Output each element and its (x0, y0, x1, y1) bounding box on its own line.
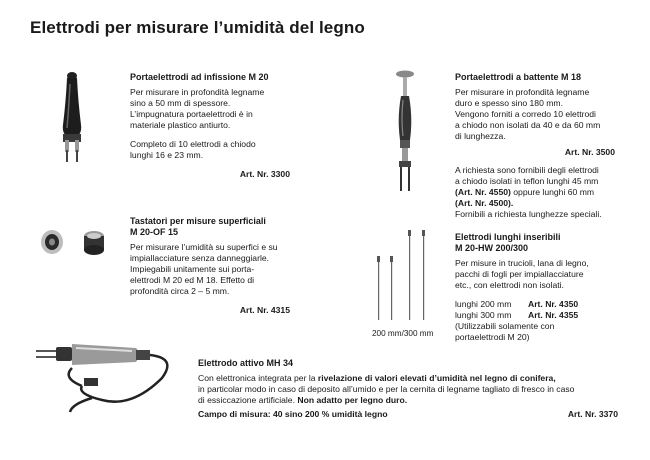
m20-art-number: Art. Nr. 3300 (239, 169, 290, 179)
of15-heading-line: M 20-OF 15 (130, 227, 179, 237)
hw-section (455, 232, 620, 343)
m20-text-line: L’impugnatura portaelettrodi è in (130, 109, 253, 119)
m18-text-line: Fornibili a richiesta lunghezze speciali. (455, 209, 602, 219)
hw-long-electrodes-image (372, 226, 432, 326)
mh34-text-emphasis: rivelazione di valori elevati d’umidità nel legno di conifera, (317, 373, 556, 383)
hw-text-line: etc., con elettrodi non isolati. (455, 280, 564, 290)
m20-text-line: materiale plastico antiurto. (130, 120, 231, 130)
hw-note-line: (Utilizzabili solamente con (455, 321, 555, 331)
m20-heading: Portaelettrodi ad infissione M 20 (130, 72, 269, 82)
of15-surface-probes-image (38, 222, 118, 262)
m18-text-line: a chiodo isolati in teflon lunghi 45 mm (455, 176, 599, 186)
of15-heading-line: Tastatori per misure superficiali (130, 216, 266, 226)
m18-heading: Portaelettrodi a battente M 18 (455, 72, 582, 82)
m18-text-fragment: oppure lunghi 60 mm (510, 187, 595, 197)
hw-heading (455, 232, 620, 254)
mh34-text-fragment: Con elettronica integrata per la (198, 373, 318, 383)
mh34-text-line (198, 373, 618, 384)
m18-text-line: a chiodo non isolati da 40 e da 60 mm (455, 120, 601, 130)
hw-image-caption: 200 mm/300 mm (372, 329, 434, 338)
m20-text-line: Per misurare in profondità legname (130, 87, 265, 97)
m18-text-line: Vengono forniti a corredo 10 elettrodi (455, 109, 596, 119)
mh34-art-number: Art. Nr. 3370 (567, 409, 618, 419)
m18-text-line: duro e spesso sino 180 mm. (455, 98, 563, 108)
mh34-heading: Elettrodo attivo MH 34 (198, 358, 294, 368)
mh34-section (198, 358, 618, 420)
of15-section (130, 216, 290, 316)
of15-text-line: impiallacciature senza danneggiarle. (130, 253, 270, 263)
m18-art-number: Art. Nr. 3500 (564, 147, 615, 157)
mh34-text-fragment: di essiccazione artificiale. (198, 395, 298, 405)
m20-text-line: lunghi 16 e 23 mm. (130, 150, 204, 160)
m18-hammer-electrode-image (390, 68, 420, 198)
hw-heading-line: Elettrodi lunghi inseribili (455, 232, 561, 242)
hw-text-line: pacchi di fogli per impiallacciature (455, 269, 584, 279)
m18-section (455, 72, 615, 220)
m18-text-line (455, 187, 615, 198)
of15-heading (130, 216, 290, 238)
m20-text-line: Completo di 10 elettrodi a chiodo (130, 139, 256, 149)
mh34-measuring-range: Campo di misura: 40 sino 200 % umidità legno (198, 409, 388, 419)
hw-heading-line: M 20-HW 200/300 (455, 243, 529, 253)
m18-art-ref: (Art. Nr. 4500). (455, 198, 514, 208)
of15-text-line: elettrodi M 20 ed M 18. Effetto di (130, 275, 255, 285)
hw-order-row (455, 310, 620, 321)
mh34-text-line: in particolar modo in caso di deposito all’umido e per la cernita di legname tagliato di fresco in caso (198, 384, 575, 394)
m20-text-line: sino a 50 mm di spessore. (130, 98, 231, 108)
of15-text-line: profondità circa 2 – 5 mm. (130, 286, 230, 296)
hw-art-number: Art. Nr. 4350 (528, 299, 579, 309)
hw-length: lunghi 300 mm (455, 310, 512, 320)
m20-section (130, 72, 290, 180)
hw-order-row (455, 299, 620, 310)
hw-note-line: portaelettrodi M 20) (455, 332, 530, 342)
hw-text-line: Per misure in trucioli, lana di legno, (455, 258, 589, 268)
mh34-text-line (198, 395, 618, 406)
mh34-footer-row (198, 409, 618, 420)
m18-text-line: Per misurare in profondità legname (455, 87, 590, 97)
hw-length: lunghi 200 mm (455, 299, 512, 309)
of15-text-line: Per misurare l’umidità su superfici e su (130, 242, 278, 252)
page-title: Elettrodi per misurare l’umidità del legno (30, 18, 365, 37)
hw-art-number: Art. Nr. 4355 (528, 310, 579, 320)
m18-art-ref: (Art. Nr. 4550) (455, 187, 511, 197)
mh34-active-electrode-image (32, 338, 182, 418)
m18-text-line: di lunghezza. (455, 131, 506, 141)
of15-art-number: Art. Nr. 4315 (239, 305, 290, 315)
of15-text-line: Impiegabili unitamente sui porta- (130, 264, 255, 274)
m18-text-line: A richiesta sono fornibili degli elettrodi (455, 165, 599, 175)
m20-electrode-holder-image (52, 70, 92, 170)
mh34-text-emphasis: Non adatto per legno duro. (297, 395, 408, 405)
